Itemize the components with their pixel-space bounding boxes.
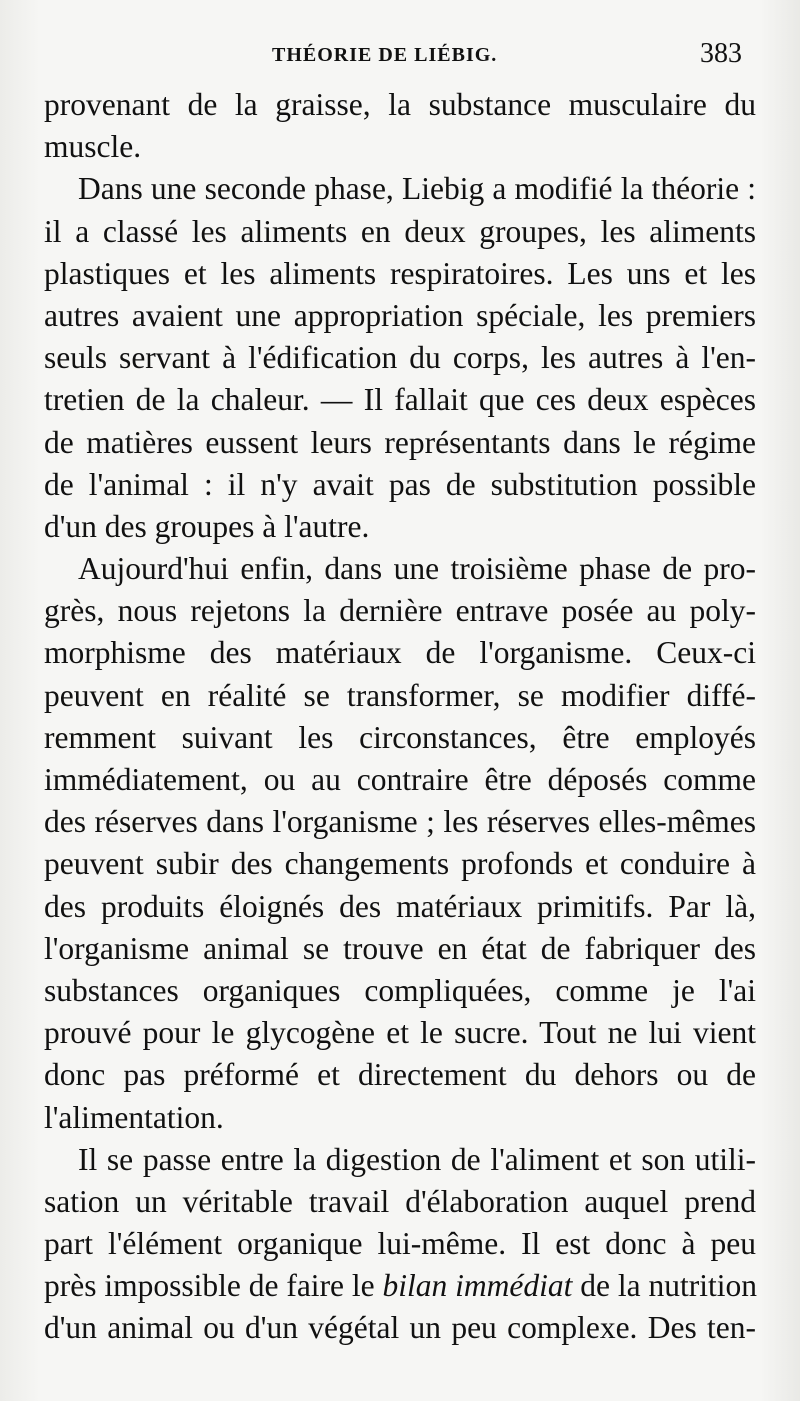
text-line: part l'élément organique lui-même. Il est donc à peu bbox=[44, 1226, 756, 1262]
text-line: d'un animal ou d'un végétal un peu complexe. Des ten- bbox=[44, 1310, 756, 1346]
text-line: donc pas préformé et directement du dehors ou de bbox=[44, 1057, 756, 1093]
page-number: 383 bbox=[700, 38, 742, 69]
text-line: provenant de la graisse, la substance musculaire du bbox=[44, 87, 756, 122]
text-line: peuvent en réalité se transformer, se modifier diffé- bbox=[44, 677, 756, 713]
text-line: prouvé pour le glycogène et le sucre. Tout ne lui vient bbox=[44, 1015, 756, 1051]
text-line: d'un des groupes à l'autre. bbox=[44, 508, 370, 544]
text-line: des produits éloignés des matériaux primitifs. Par là, bbox=[44, 888, 756, 924]
text-line: l'organisme animal se trouve en état de fabriquer des bbox=[44, 930, 756, 966]
text-line: des réserves dans l'organisme ; les réserves elles-mêmes bbox=[44, 804, 756, 840]
text-line: grès, nous rejetons la dernière entrave posée au poly- bbox=[44, 593, 756, 629]
text-line: immédiatement, ou au contraire être déposés comme bbox=[44, 762, 756, 797]
text-line: muscle. bbox=[44, 129, 142, 165]
text-line: seuls servant à l'édification du corps, les autres à l'en- bbox=[44, 340, 756, 376]
text-line: de matières eussent leurs représentants dans le régime bbox=[44, 424, 756, 460]
text-line: substances organiques compliquées, comme je l'ai bbox=[44, 972, 756, 1008]
text-line: peuvent subir des changements profonds et conduire à bbox=[44, 846, 756, 882]
text-segment: de la nutrition bbox=[572, 1268, 757, 1304]
text-line: Dans une seconde phase, Liebig a modifié la théorie : bbox=[78, 171, 756, 207]
text-line-with-italic bbox=[44, 1265, 756, 1307]
text-line: de l'animal : il n'y avait pas de substitution possible bbox=[44, 466, 756, 502]
page-header bbox=[0, 38, 800, 72]
text-line: tretien de la chaleur. — Il fallait que ces deux espèces bbox=[44, 382, 756, 418]
text-line: il a classé les aliments en deux groupes, les aliments bbox=[44, 213, 756, 249]
text-line: plastiques et les aliments respiratoires. Les uns et les bbox=[44, 255, 756, 291]
text-line: l'alimentation. bbox=[44, 1099, 224, 1135]
text-segment: près impossible de faire le bbox=[44, 1268, 383, 1304]
text-line: remment suivant les circonstances, être employés bbox=[44, 719, 756, 755]
text-line: Il se passe entre la digestion de l'aliment et son utili- bbox=[78, 1141, 756, 1177]
body-text bbox=[44, 84, 756, 1350]
text-line: Aujourd'hui enfin, dans une troisième phase de pro- bbox=[78, 551, 756, 587]
text-line: autres avaient une appropriation spéciale, les premiers bbox=[44, 297, 756, 333]
text-line: sation un véritable travail d'élaboration auquel prend bbox=[44, 1183, 756, 1219]
italic-phrase: bilan immédiat bbox=[382, 1268, 573, 1304]
text-line: morphisme des matériaux de l'organisme. Ceux-ci bbox=[44, 635, 756, 671]
running-head: THÉORIE DE LIÉBIG. bbox=[272, 44, 498, 66]
